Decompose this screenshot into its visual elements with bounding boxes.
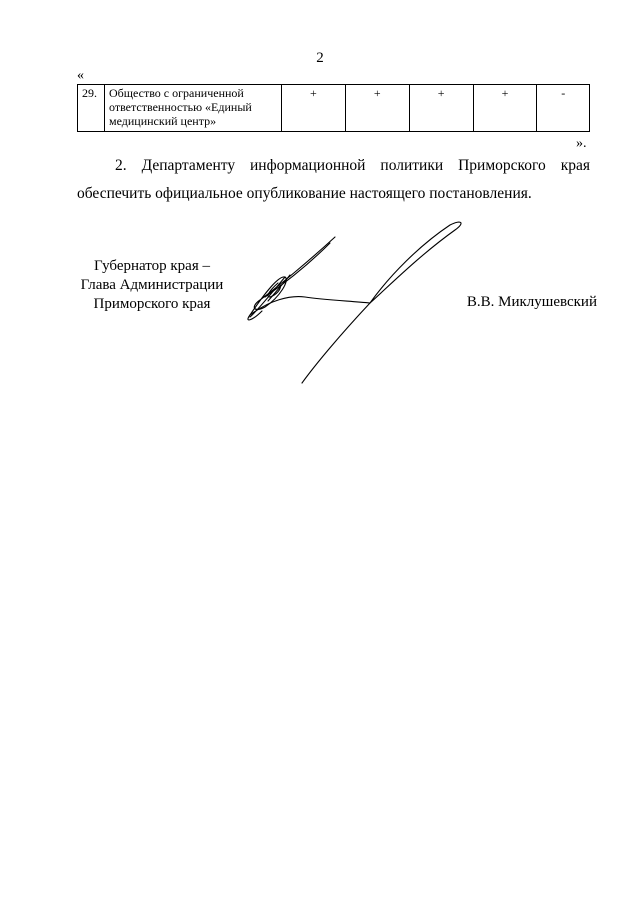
closing-quote: ». xyxy=(576,136,587,151)
signatory-title-line: Глава Администрации xyxy=(80,277,224,293)
table-cell-mark: + xyxy=(282,85,346,132)
table-cell-mark: + xyxy=(409,85,473,132)
organization-name-line: медицинский центр» xyxy=(109,114,217,128)
signer-name: В.В. Миклушевский xyxy=(466,294,597,310)
signatory-title-line: Приморского края xyxy=(93,296,211,312)
opening-quote: « xyxy=(77,68,84,83)
organization-name-line: Общество с ограниченной xyxy=(109,86,244,100)
handwritten-signature xyxy=(230,215,480,390)
table-cell-mark: - xyxy=(537,85,590,132)
table-row xyxy=(78,85,590,132)
paragraph-2-line-2: обеспечить официальное опубликование настоящего постановления. xyxy=(77,185,532,202)
table-cell-mark: + xyxy=(473,85,537,132)
organization-name xyxy=(105,85,282,132)
amendment-table xyxy=(77,84,590,132)
row-number: 29. xyxy=(78,85,105,132)
page-number: 2 xyxy=(316,50,324,66)
signatory-title-line: Губернатор края – xyxy=(94,258,210,274)
organization-name-line: ответственностью «Единый xyxy=(109,100,252,114)
table-cell-mark: + xyxy=(345,85,409,132)
signatory-title xyxy=(77,257,227,314)
paragraph-2-line-1: 2. Департаменту информационной политики Приморского края xyxy=(115,157,590,174)
